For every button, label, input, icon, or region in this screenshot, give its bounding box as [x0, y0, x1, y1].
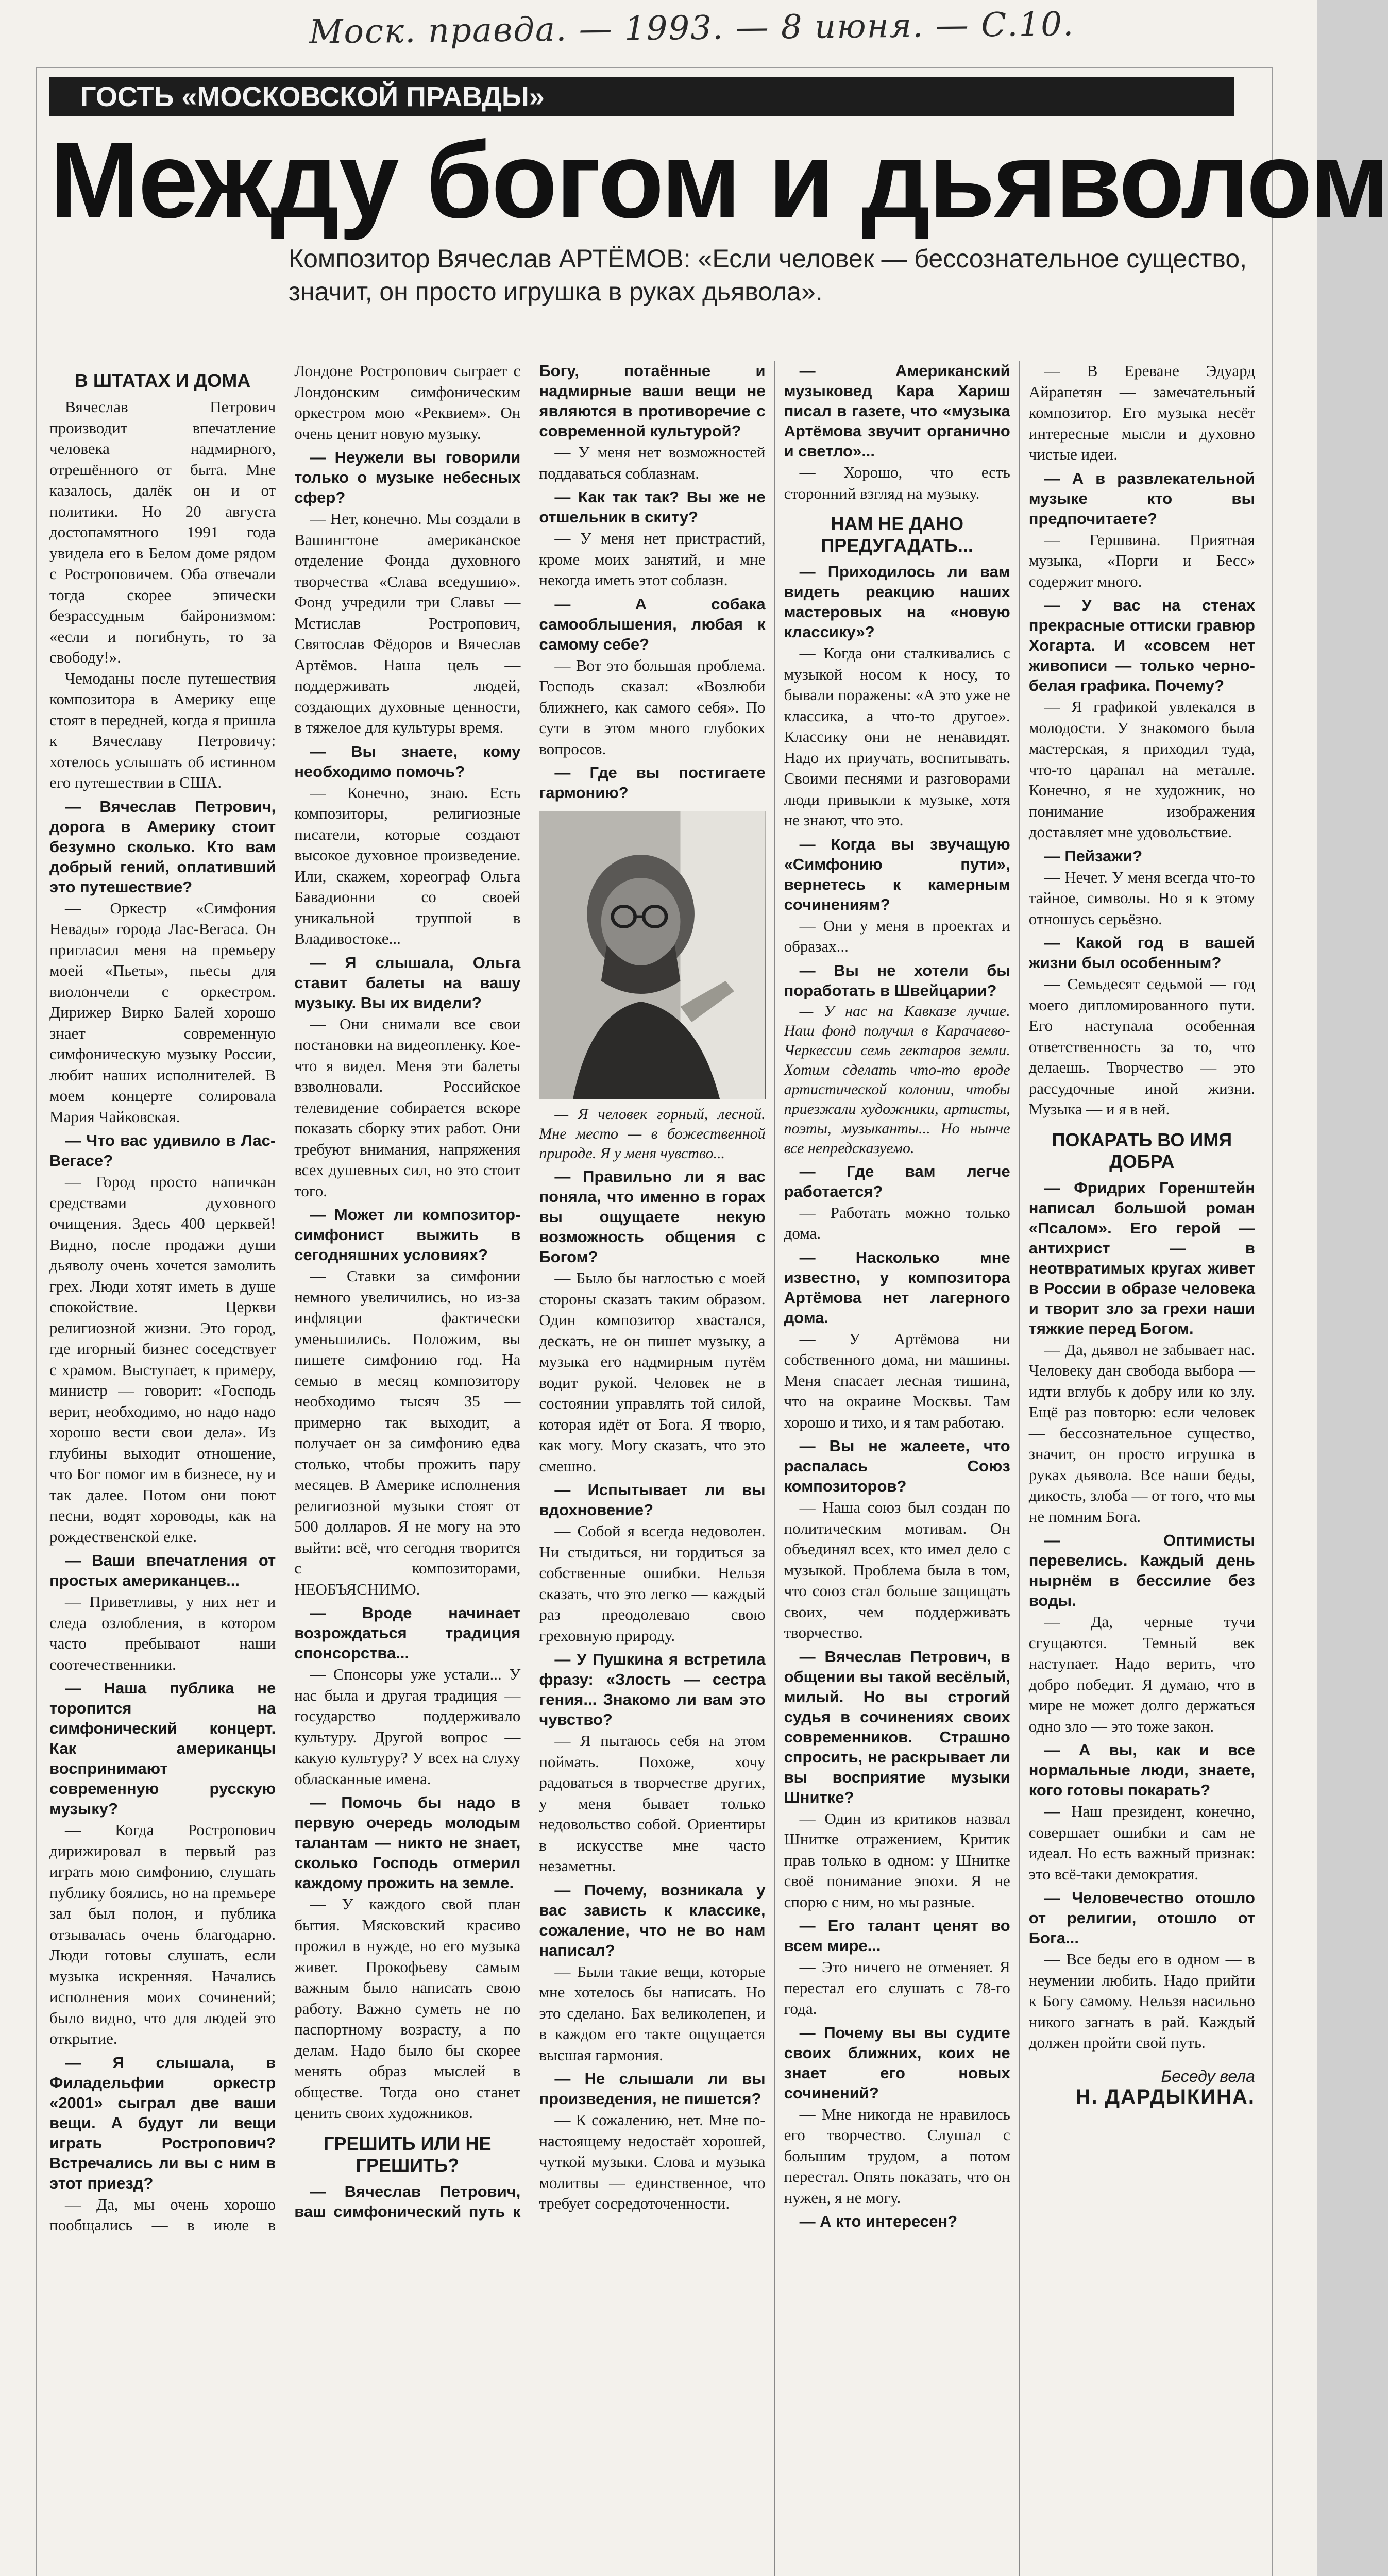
question: — Вячеслав Петрович, в общении вы такой весёлый, милый. Но вы строгий судья в сочинениях своих современников. Страшно спросить, не раскрывает ли вы восприятие музыки Шнитке? [784, 1647, 1010, 1806]
section-heading: ГРЕШИТЬ ИЛИ НЕ ГРЕШИТЬ? [324, 2132, 492, 2176]
answer: — Я пытаюсь себя на этом поймать. Похоже, хочу радоваться в творчестве других, у меня бывает только недовольство собой. Ориентиры в искусстве мне часто незаметны. [539, 1732, 766, 1875]
section-heading: НАМ НЕ ДАНО ПРЕДУГАДАТЬ... [821, 513, 973, 556]
answer: — Спонсоры уже устали... У нас была и другая традиция — государство поддерживало культуру. Другой вопрос — какую культуру? У всех на слуху обласканные имена. [294, 1665, 521, 1788]
question: — Фридрих Горенштейн написал большой роман «Псалом». Его герой — антихрист — в неотвратимых кругах живет в России в образе человека и творит зло за грехи наши тяжкие перед Богом. [1028, 1178, 1255, 1337]
question: — Когда вы звучащую «Симфонию пути», вернетесь к камерным сочинениям? [784, 835, 1010, 913]
answer: — Приветливы, у них нет и следа озлобления, в котором часто пребывают наши соотечественники. [49, 1592, 276, 1673]
question: — Вячеслав Петрович, дорога в Америку стоит безумно сколько. Кто вам добрый гений, оплативший это путешествие? [49, 797, 276, 896]
answer: — Мне никогда не нравилось его творчество. Слушал с большим трудом, а потом перестал. Опять показать, что он нужен, я не могу. [784, 2105, 1010, 2207]
question: — Американский музыковед Кара Хариш писал в газете, что «музыка Артёмова звучит органично и светло»... [784, 362, 1010, 460]
question: — Не слышали ли вы произведения, не пишется? [539, 2070, 766, 2108]
answer: — В Ереване Эдуард Айрапетян — замечательный композитор. Его музыка несёт интересные мысли и духовно чистые идеи. [1028, 362, 1255, 463]
rubric-bar: ГОСТЬ «МОСКОВСКОЙ ПРАВДЫ» [49, 77, 1234, 116]
question: — Неужели вы говорили только о музыке небесных сфер? [294, 448, 521, 506]
question: — Почему вы вы судите своих ближних, коих не знает его новых сочинений? [784, 2023, 1010, 2102]
question: — Ваши впечатления от простых американцев... [49, 1551, 276, 1589]
photo-caption: — Я человек горный, лесной. Мне место — в божественной природе. Я у меня чувство... [539, 1106, 766, 1162]
signature-author: Н. ДАРДЫКИНА. [1075, 2086, 1255, 2108]
question: — Я слышала, в Филадельфии оркестр «2001» сыграл две ваши вещи. А будут ли вещи играть Ростропович? Встречались ли вы с ним в этот приезд? [49, 2053, 276, 2192]
question: — Вячеслав Петрович, ваш симфонический путь к Богу, потаённые и надмирные ваши вещи не являются в противоречие с современной культурой? [294, 362, 766, 2221]
question: — Оптимисты перевелись. Каждый день нырнём в бессилие без воды. [1028, 1531, 1255, 1609]
answer: — Нечет. У меня всегда что-то тайное, символы. Но я к этому отношусь серьёзно. [1028, 868, 1255, 928]
question: — Приходилось ли вам видеть реакцию наших мастеровых на «новую классику»? [784, 563, 1010, 641]
answer: — Я графикой увлекался в молодости. У знакомого была мастерская, я приходил туда, что-то царапал на металле. Конечно, я не художник, но понимание изображения доставляет мне удовольствие. [1028, 698, 1255, 841]
photo-caption: — У нас на Кавказе лучше. Наш фонд получил в Карачаево-Черкессии семь гектаров земли. Хотим сделать что-то вроде артистической колонии, чтобы приезжали художники, артисты, поэты, музыканты... Но нынче все непредсказуемо. [784, 1002, 1010, 1157]
question: — Правильно ли я вас поняла, что именно в горах вы ощущаете некую возможность общения с Богом? [539, 1167, 766, 1266]
article-lead: Композитор Вячеслав АРТЁМОВ: «Если человек — бессознательное существо, значит, он просто игрушка в руках дьявола». [289, 244, 1247, 306]
question: — Помочь бы надо в первую очередь молодым талантам — никто не знает, сколько Господь отмерил каждому прожить на земле. [294, 1793, 521, 1892]
question: — Что вас удивило в Лас-Вегасе? [49, 1131, 276, 1170]
answer: — У меня нет пристрастий, кроме моих занятий, и мне некогда иметь этот соблазн. [539, 529, 766, 589]
question: — Может ли композитор-симфонист выжить в сегодняшних условиях? [294, 1206, 521, 1264]
question: — Я слышала, Ольга ставит балеты на вашу музыку. Вы их видели? [294, 953, 521, 1012]
question: — А вы, как и все нормальные люди, знаете, кого готовы покарать? [1028, 1741, 1255, 1799]
answer: — Собой я всегда недоволен. Ни стыдиться, ни гордиться за собственные ошибки. Нельзя сказать, что это легко — каждый раз преодолеваю свою греховную природу. [539, 1522, 766, 1645]
answer: — Когда они сталкивались с музыкой носом к носу, то бывали поражены: «А это уже не классика, а что-то другое». Классику они не ненавидят. Надо их приучать, воспитывать. Своими песнями и разговорами люди привыкли к музыке, хотя не знают, что это. [784, 644, 1010, 829]
answer: — Да, дьявол не забывает нас. Человеку дан свобода выбора — идти вглубь к добру или ко злу. Ещё раз повторю: если человек — бессознательное существо, значит, он просто игрушка в руках дьявола. Все наши беды, дикость, злоба — от того, что мы не помним Бога. [1028, 1340, 1255, 1526]
question: — Как так так? Вы же не отшельник в скиту? [539, 488, 766, 526]
answer: — Оркестр «Симфония Невады» города Лас-Вегаса. Он пригласил меня на премьеру моей «Пьеты», пьесы для виолончели с оркестром. Дирижер Вирко Балей хорошо знает современную симфоническую музыку России, любит наших исполнителей. В моем концерте солировала Мария Чайковская. [49, 899, 276, 1126]
question: — У Пушкина я встретила фразу: «Злость — сестра гения... Знакомо ли вам это чувство? [539, 1650, 766, 1728]
answer: — К сожалению, нет. Мне по-настоящему недостаёт хорошей, чуткой музыки. Слова и музыка молитвы — единственное, что требует сосредоточенности. [539, 2111, 766, 2212]
question: — Где вы постигаете гармонию? [539, 764, 766, 802]
answer: — Конечно, знаю. Есть композиторы, религиозные писатели, которые создают высокое духовное произведение. Или, скажем, хореограф Ольга Бавадионни со своей уникальной труппой в Владивостоке... [294, 783, 521, 947]
question: — А кто интересен? [799, 2212, 958, 2230]
paragraph: Вячеслав Петрович производит впечатление человека надмирного, отрешённого от быта. Мне казалось, далёк он и от политики. Но 20 августа достопамятного 1991 года увидела его в Белом доме рядом с Ростроповичем. Оба отвечали тогда скорее эпически безрассудным байронизмом: «если и погибнуть, то за свободу!». [49, 398, 276, 666]
question: — А в развлекательной музыке кто вы предпочитаете? [1028, 469, 1255, 528]
article-signature [1029, 2066, 1255, 2108]
answer: — Когда Ростропович дирижировал в первый раз играть мою симфонию, слушать публику боялись, но на премьере зал был полон, и публика отзывалась очень благодарно. Люди готовы слушать, если музыка искренняя. Начались исполнения моих сочинений; было видно, что для людей это открытие. [49, 1821, 276, 2047]
question: — Человечество отошло от религии, отошло от Бога... [1028, 1889, 1255, 1947]
answer: — Были такие вещи, которые мне хотелось бы написать. Но это сделано. Бах великолепен, и в каждом его такте ощущается высшая гармония. [539, 1962, 766, 2064]
answer: — Ставки за симфонии немного увеличились, но из-за инфляции фактически уменьшились. Положим, вы пишете симфонию год. На семью в месяц композитору необходимо тысяч 35 — примерно так выходит, а получает он за симфонию едва столько, чтобы прожить пару месяцев. В Америке исполнения религиозной музыки стоят от 500 долларов. Я не могу на это выйти: всё, что сегодня творится с композиторами, НЕОБЪЯСНИМО. [294, 1267, 521, 1598]
answer: — Это ничего не отменяет. Я перестал его слушать с 78-го года. [784, 1958, 1010, 2018]
answer: — Они снимали все свои постановки на видеопленку. Кое-что я видел. Меня эти балеты взволновали. Российское телевидение собирается вскоре показать сборку этих работ. Они требуют внимания, напряжения всех душевных сил, но это стоит того. [294, 1014, 521, 1200]
section-heading: ПОКАРАТЬ ВО ИМЯ ДОБРА [1052, 1129, 1232, 1172]
article-headline: Между богом и дьяволом [49, 120, 1388, 241]
answer: — Гершвина. Приятная музыка, «Порги и Бесс» содержит много. [1028, 530, 1255, 590]
question: — У вас на стенах прекрасные оттиски гравюр Хогарта. И «совсем нет живописи — только черно-белая графика. Почему? [1028, 596, 1255, 694]
answer: — Работать можно только дома. [784, 1203, 1010, 1242]
paragraph: Чемоданы после путешествия композитора в Америку еще стоят в передней, когда я пришла к Вячеславу Петровичу: хотелось услышать об истинном его путешествии в США. [49, 669, 276, 791]
question: — Насколько мне известно, у композитора Артёмова нет лагерного дома. [784, 1248, 1010, 1327]
question: — Где вам легче работается? [784, 1162, 1010, 1200]
question: — Почему, возникала у вас зависть к классике, сожаление, что не во нам написал? [539, 1880, 766, 1959]
answer: — Да, черные тучи сгущаются. Темный век наступает. Надо верить, что добро победит. Я думаю, что в мире не может долго держаться одно зло — это тоже закон. [1028, 1613, 1255, 1735]
question: — Наша публика не торопится на симфонический концерт. Как американцы воспринимают современную русскую музыку? [49, 1679, 276, 1818]
section-heading: В ШТАТАХ И ДОМА [74, 370, 251, 391]
answer: — Вот это большая проблема. Господь сказал: «Возлюби ближнего, как самого себя». По сути в этом много глубоких вопросов. [539, 656, 766, 758]
answer: — У каждого свой план бытия. Мясковский красиво прожил в нужде, но его музыка живет. Прокофьеву самым важным было написать свою работу. Важно суметь не по паспортному возрасту, а по делам. Надо было бы скорее менять образ мыслей в обществе. Тогда оно станет ценить своих художников. [294, 1895, 521, 2122]
question: — А собака самооблышения, любая к самому себе? [539, 595, 766, 653]
answer: — Было бы наглостью с моей стороны сказать таким образом. Один композитор хвастался, дескать, не он пишет музыку, а музыка его надмирным путём водит рукой. Человек не в состоянии управлять той силой, которая идёт от Бога. Я творю, как могу. Могу сказать, что это смешно. [539, 1269, 766, 1475]
signature-label: Беседу вела [1161, 2066, 1255, 2086]
answer: — Наш президент, конечно, совершает ошибки и сам не идеал. Но есть важный признак: это всё-таки демократия. [1028, 1802, 1255, 1883]
composer-photo [539, 811, 765, 1099]
question: — Вроде начинает возрождаться традиция спонсорства... [294, 1604, 521, 1662]
answer: — Да, мы очень хорошо пообщались — в июле в Лондоне Ростропович сыграет с Лондонским симфоническим оркестром мою «Реквием». Он очень ценит новую музыку. [49, 362, 521, 2234]
handwritten-source-note: Моск. правда. — 1993. — 8 июня. — С.10. [309, 5, 1075, 52]
question: — Какой год в вашей жизни был особенным? [1028, 934, 1255, 972]
question: — Вы не жалеете, что распалась Союз композиторов? [784, 1437, 1010, 1495]
answer: — Наша союз был создан по политическим мотивам. Он объединял всех, кто имел дело с музыкой. Проблема была в том, что союз стал больше защищать своих, чем поддерживать творчество. [784, 1498, 1010, 1641]
answer: — У Артёмова ни собственного дома, ни машины. Меня спасает лесная тишина, что на окраине Москвы. Там хорошо и тихо, и я там работаю. [784, 1329, 1010, 1431]
answer: — Хорошо, что есть сторонний взгляд на музыку. [784, 463, 1010, 502]
answer: — У меня нет возможностей поддаваться соблазнам. [539, 443, 766, 482]
article-body [49, 361, 1255, 2576]
photo-portrait-icon [539, 811, 765, 1099]
answer: — Один из критиков назвал Шнитке отражением, Критик прав только в одном: у Шнитке своё понимание эпохи. Я не спорю с ним, но мы разные. [784, 1809, 1010, 1911]
question: — Вы не хотели бы поработать в Швейцарии? [784, 961, 1010, 999]
answer: — Город просто напичкан средствами духовного очищения. Здесь 400 церквей! Видно, после продажи души дьяволу очень хочется замолить грех. Люди хотят иметь в душе спокойствие. Церкви религиозной жизни. Это город, где игорный бизнес соседствует с храмом. Выступает, к примеру, министр — говорит: «Господь верит, необходимо, но надо надо хорошо вести свои дела». Из глубины выходит отношение, что Бог помог им в бизнесе, ну и так далее. Потом они поют песни, водят хороводы, как на рождественской елке. [49, 1173, 276, 1546]
answer: — Нет, конечно. Мы создали в Вашингтоне американское отделение Фонда духовного творчества «Слава вседушию». Фонд учредили три Славы — Мстислав Ростропович, Святослав Фёдоров и Вячеслав Артёмов. Наша цель — поддерживать людей, создающих духовные ценности, в тяжелое для культуры время. [294, 510, 521, 736]
question: — Вы знаете, кому необходимо помочь? [294, 742, 521, 781]
answer: — Все беды его в одном — в неумении любить. Надо прийти к Богу самому. Нельзя насильно никого загнать в рай. Каждый должен пройти свой путь. [1028, 1950, 1255, 2052]
question: — Пейзажи? [1044, 846, 1143, 865]
answer: — Они у меня в проектах и образах... [784, 916, 1010, 955]
question: — Испытывает ли вы вдохновение? [539, 1481, 766, 1519]
answer: — Семьдесят седьмой — год моего дипломированного пути. Его наступала особенная ответственность за то, что делаешь. Творчество — это рассудочные иной жизни. Музыка — и я в ней. [1028, 975, 1255, 1118]
question: — Его талант ценят во всем мире... [784, 1917, 1010, 1955]
